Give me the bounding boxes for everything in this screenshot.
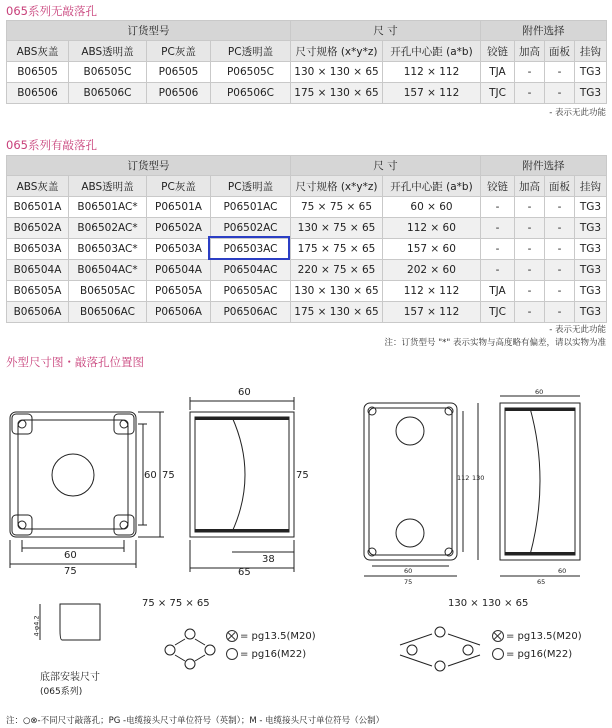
table-cell: 175 × 130 × 65 bbox=[291, 83, 383, 104]
table-cell: 112 × 112 bbox=[383, 281, 481, 302]
table-cell: - bbox=[545, 218, 575, 239]
table-cell: - bbox=[545, 281, 575, 302]
table-cell: - bbox=[515, 302, 545, 323]
dim-r-130: 130 bbox=[472, 474, 485, 482]
table-cell: 130 × 130 × 65 bbox=[291, 281, 383, 302]
table-cell: B06503A bbox=[7, 239, 69, 260]
table-cell: P06504AC bbox=[211, 260, 291, 281]
table-cell: - bbox=[545, 260, 575, 281]
group-size: 尺 寸 bbox=[291, 156, 481, 176]
table-cell: - bbox=[515, 260, 545, 281]
table-cell: - bbox=[481, 218, 515, 239]
box-side-outline bbox=[190, 412, 294, 537]
base-install-label: 底部安装尺寸 bbox=[40, 672, 100, 683]
table-cell: B06502AC* bbox=[69, 218, 147, 239]
table-cell: TJA bbox=[481, 62, 515, 83]
group-order-model: 订货型号 bbox=[7, 21, 291, 41]
table-cell: - bbox=[515, 239, 545, 260]
col-header: PC透明盖 bbox=[211, 41, 291, 62]
table-cell: P06506AC bbox=[211, 302, 291, 323]
legend-m20-right: = pg13.5(M20) bbox=[492, 630, 582, 642]
col-header: 挂钩 bbox=[575, 176, 607, 197]
table-cell: P06506C bbox=[211, 83, 291, 104]
table-cell: P06503AC bbox=[211, 239, 291, 260]
table-cell: - bbox=[545, 197, 575, 218]
col-header: PC灰盖 bbox=[147, 41, 211, 62]
table-cell: - bbox=[481, 197, 515, 218]
table-cell: TG3 bbox=[575, 239, 607, 260]
knockout-circle-icon bbox=[226, 648, 238, 660]
table-cell: - bbox=[545, 239, 575, 260]
knockout-cross-icon bbox=[492, 630, 504, 642]
table-cell: B06506AC bbox=[69, 302, 147, 323]
box-front-large-outline bbox=[364, 403, 457, 560]
table-cell: TG3 bbox=[575, 218, 607, 239]
table-cell: P06504A bbox=[147, 260, 211, 281]
table-cell: - bbox=[481, 260, 515, 281]
table-cell: 157 × 60 bbox=[383, 239, 481, 260]
dim-75-vertical: 75 bbox=[162, 470, 175, 481]
table-cell: TG3 bbox=[575, 83, 607, 104]
table-cell: - bbox=[481, 239, 515, 260]
table-cell: P06503A bbox=[147, 239, 211, 260]
table-cell: 130 × 75 × 65 bbox=[291, 218, 383, 239]
table-cell: 75 × 75 × 65 bbox=[291, 197, 383, 218]
table-cell: 112 × 112 bbox=[383, 62, 481, 83]
dim-side-75: 75 bbox=[296, 470, 309, 481]
knockout-circle-icon bbox=[492, 648, 504, 660]
dim-side-60: 60 bbox=[238, 387, 251, 398]
dim-r-60c: 60 bbox=[558, 567, 567, 575]
col-header: PC灰盖 bbox=[147, 176, 211, 197]
table-cell: B06506C bbox=[69, 83, 147, 104]
col-header: ABS灰盖 bbox=[7, 176, 69, 197]
dim-side-65: 65 bbox=[238, 567, 251, 578]
table-cell: P06502AC bbox=[211, 218, 291, 239]
col-header: 尺寸规格 (x*y*z) bbox=[291, 176, 383, 197]
table-cell: TG3 bbox=[575, 302, 607, 323]
dim-r-65: 65 bbox=[537, 578, 546, 586]
col-header: PC透明盖 bbox=[211, 176, 291, 197]
col-header: ABS透明盖 bbox=[69, 176, 147, 197]
table-cell: B06505C bbox=[69, 62, 147, 83]
table-cell: B06501A bbox=[7, 197, 69, 218]
table-cell: B06506 bbox=[7, 83, 69, 104]
table-cell: - bbox=[515, 83, 545, 104]
table-cell: 130 × 130 × 65 bbox=[291, 62, 383, 83]
footnote: 注：○⊗-不同尺寸敲落孔；PG -电缆接头尺寸单位符号（英制）；M - 电缆接头尺寸单位符号（公制） bbox=[6, 716, 385, 726]
note-asterisk: 注：订货型号 "*" 表示实物与高度略有偏差，请以实物为准 bbox=[384, 338, 606, 348]
col-header: ABS透明盖 bbox=[69, 41, 147, 62]
table-cell: 157 × 112 bbox=[383, 83, 481, 104]
table-cell: B06501AC* bbox=[69, 197, 147, 218]
legend-m22: = pg16(M22) bbox=[226, 648, 306, 660]
knockout-hole bbox=[52, 454, 94, 496]
table-cell: B06505AC bbox=[69, 281, 147, 302]
group-size: 尺 寸 bbox=[291, 21, 481, 41]
table-cell: - bbox=[515, 197, 545, 218]
table-cell: - bbox=[545, 62, 575, 83]
col-header: 开孔中心距 (a*b) bbox=[383, 41, 481, 62]
caption-75x75x65: 75 × 75 × 65 bbox=[142, 598, 210, 609]
table-cell: TJC bbox=[481, 302, 515, 323]
col-header: 铰链 bbox=[481, 41, 515, 62]
table-cell: B06504A bbox=[7, 260, 69, 281]
table-cell: TJC bbox=[481, 83, 515, 104]
section-title-no-knockout: 065系列无敲落孔 bbox=[6, 4, 97, 18]
table-cell: B06502A bbox=[7, 218, 69, 239]
table-cell: 175 × 75 × 65 bbox=[291, 239, 383, 260]
note-no-function: - 表示无此功能 bbox=[549, 325, 606, 335]
table-cell: P06505AC bbox=[211, 281, 291, 302]
col-header: 加高 bbox=[515, 176, 545, 197]
dim-side-38: 38 bbox=[262, 554, 275, 565]
legend-m20: = pg13.5(M20) bbox=[226, 630, 316, 642]
section-title-drawings: 外型尺寸图・敲落孔位置图 bbox=[6, 355, 144, 369]
table-cell: - bbox=[545, 302, 575, 323]
section-title-knockout: 065系列有敲落孔 bbox=[6, 138, 97, 152]
dim-r-112: 112 bbox=[457, 474, 470, 482]
table-cell: P06506A bbox=[147, 302, 211, 323]
table-cell: TJA bbox=[481, 281, 515, 302]
table-cell: P06505A bbox=[147, 281, 211, 302]
table-cell: - bbox=[515, 218, 545, 239]
table-cell: 60 × 60 bbox=[383, 197, 481, 218]
table-cell: - bbox=[515, 62, 545, 83]
dim-r-75: 75 bbox=[404, 578, 413, 586]
col-header: 尺寸规格 (x*y*z) bbox=[291, 41, 383, 62]
table-cell: P06505 bbox=[147, 62, 211, 83]
dim-r-60: 60 bbox=[535, 388, 544, 396]
table-cell: P06502A bbox=[147, 218, 211, 239]
group-accessory: 附件选择 bbox=[481, 156, 607, 176]
col-header: 面板 bbox=[545, 176, 575, 197]
series-label: (065系列) bbox=[40, 687, 83, 697]
table-cell: P06501A bbox=[147, 197, 211, 218]
table-cell: TG3 bbox=[575, 281, 607, 302]
col-header: ABS灰盖 bbox=[7, 41, 69, 62]
group-order-model: 订货型号 bbox=[7, 156, 291, 176]
dim-60: 60 bbox=[64, 550, 77, 561]
col-header: 面板 bbox=[545, 41, 575, 62]
table-cell: 220 × 75 × 65 bbox=[291, 260, 383, 281]
note-no-function: - 表示无此功能 bbox=[549, 108, 606, 118]
dim-75: 75 bbox=[64, 566, 77, 577]
table-cell: B06503AC* bbox=[69, 239, 147, 260]
col-header: 铰链 bbox=[481, 176, 515, 197]
table-cell: P06505C bbox=[211, 62, 291, 83]
table-cell: 112 × 60 bbox=[383, 218, 481, 239]
table-cell: - bbox=[515, 281, 545, 302]
dim-mount-hole: 4-φ4.2 bbox=[32, 615, 41, 637]
table-cell: 175 × 130 × 65 bbox=[291, 302, 383, 323]
table-cell: B06505 bbox=[7, 62, 69, 83]
table-cell: B06504AC* bbox=[69, 260, 147, 281]
table-cell: P06501AC bbox=[211, 197, 291, 218]
caption-130x130x65: 130 × 130 × 65 bbox=[448, 598, 529, 609]
dim-r-60b: 60 bbox=[404, 567, 413, 575]
table-cell: TG3 bbox=[575, 62, 607, 83]
knockout-cross-icon bbox=[226, 630, 238, 642]
table-cell: - bbox=[545, 83, 575, 104]
col-header: 挂钩 bbox=[575, 41, 607, 62]
col-header: 开孔中心距 (a*b) bbox=[383, 176, 481, 197]
box-front-inner bbox=[18, 420, 128, 529]
table-cell: 202 × 60 bbox=[383, 260, 481, 281]
legend-m22-right: = pg16(M22) bbox=[492, 648, 572, 660]
dim-60-vertical: 60 bbox=[144, 470, 157, 481]
table-cell: TG3 bbox=[575, 260, 607, 281]
table-cell: B06506A bbox=[7, 302, 69, 323]
box-front-outline bbox=[10, 412, 136, 537]
table-cell: 157 × 112 bbox=[383, 302, 481, 323]
group-accessory: 附件选择 bbox=[481, 21, 607, 41]
table-cell: P06506 bbox=[147, 83, 211, 104]
col-header: 加高 bbox=[515, 41, 545, 62]
table-cell: TG3 bbox=[575, 197, 607, 218]
table-cell: B06505A bbox=[7, 281, 69, 302]
